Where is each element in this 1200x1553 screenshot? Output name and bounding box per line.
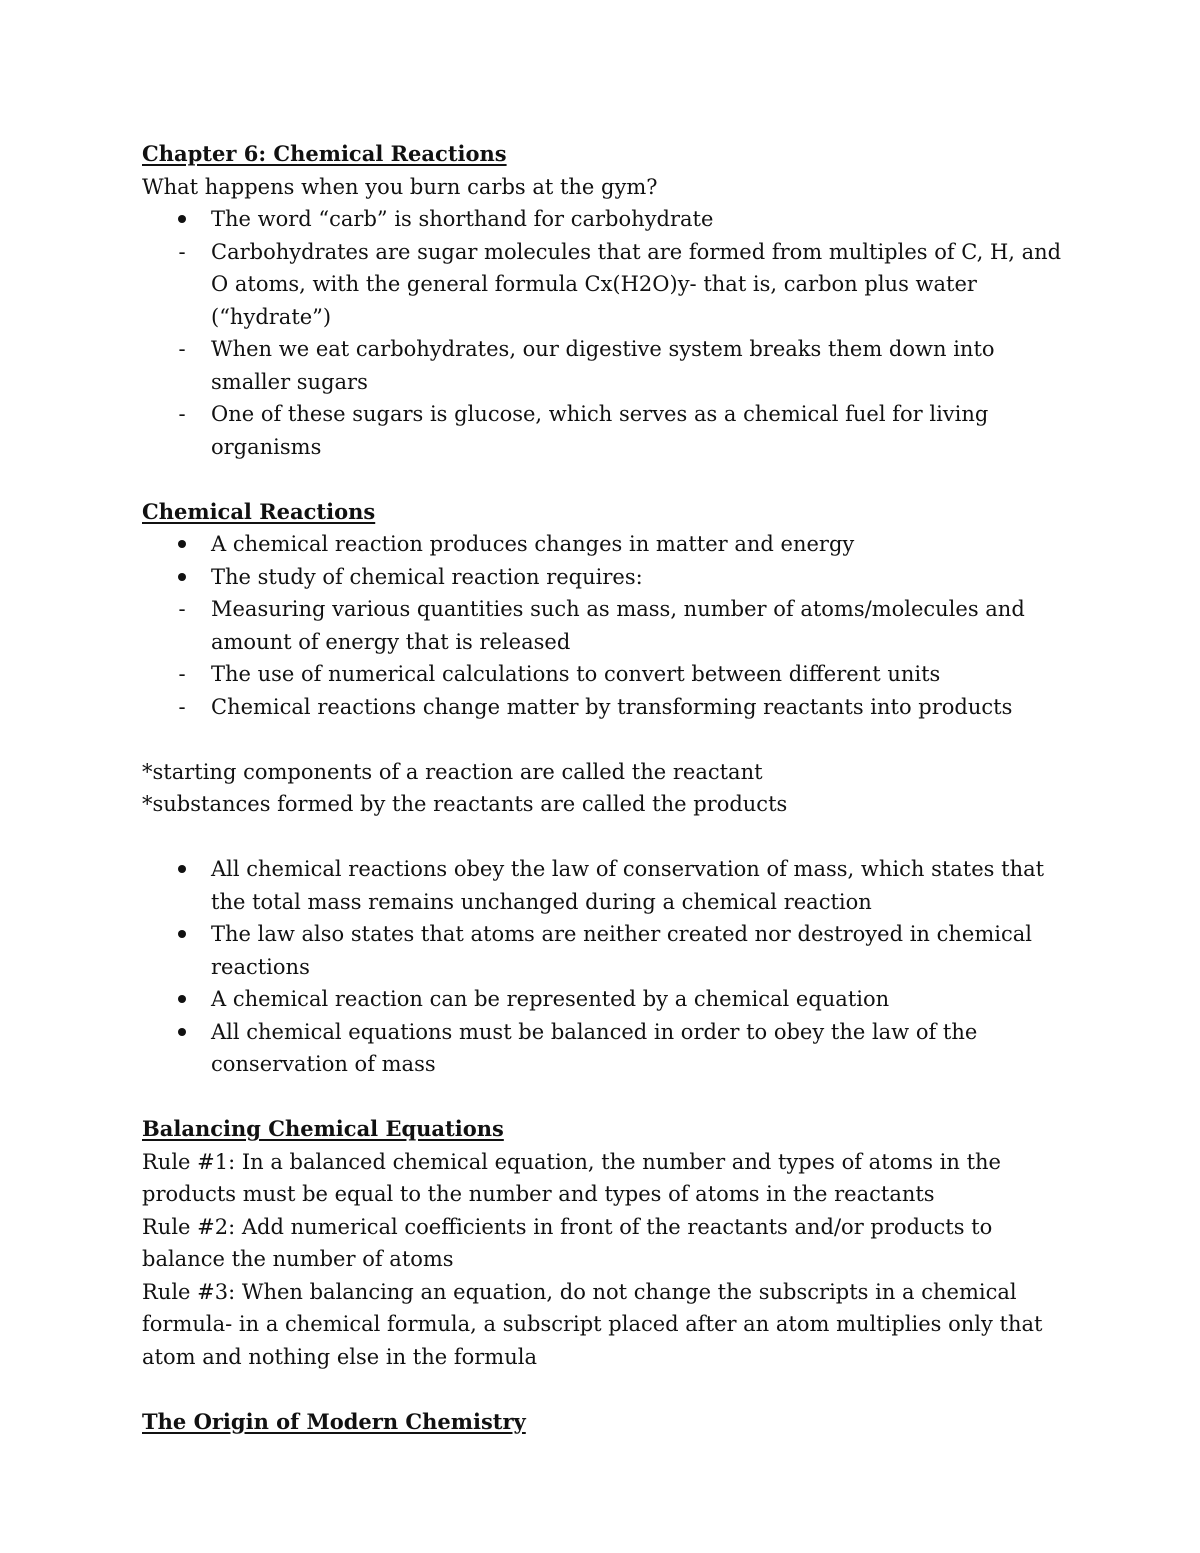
list-item (142, 528, 1072, 561)
dash-marker: - (178, 402, 186, 426)
list-item-text: When we eat carbohydrates, our digestive system breaks them down into smaller sugars (211, 337, 995, 394)
bullet-icon (172, 853, 192, 886)
rule-2: Rule #2: Add numerical coefficients in front of the reactants and/or products to balance the number of atoms (142, 1214, 993, 1271)
section-heading-balancing: Balancing Chemical Equations (142, 1116, 504, 1141)
list-item-text: Chemical reactions change matter by transforming reactants into products (211, 694, 1013, 719)
spacer (142, 723, 1072, 756)
conservation-list (142, 853, 1072, 1081)
list-item-text: All chemical reactions obey the law of conservation of mass, which states that the total mass remains unchanged during a chemical reaction (211, 857, 1045, 914)
list-item-text: A chemical reaction can be represented by a chemical equation (211, 987, 890, 1011)
dash-marker: - (178, 239, 186, 264)
list-item-text: The study of chemical reaction requires: (211, 564, 643, 589)
spacer (142, 821, 1072, 854)
list-item (142, 203, 1072, 236)
list-item-text: The word “carb” is shorthand for carbohydrate (211, 207, 714, 231)
rule-3: Rule #3: When balancing an equation, do not change the subscripts in a chemical formula- in a chemical formula, a subscript placed after an atom multiplies only that atom and nothing else in the formula (142, 1279, 1043, 1369)
list-item-text: A chemical reaction produces changes in matter and energy (211, 532, 855, 556)
section-heading-chemical-reactions: Chemical Reactions (142, 498, 376, 524)
list-item-text: Measuring various quantities such as mass, number of atoms/molecules and amount of energy that is released (211, 597, 1025, 654)
dash-marker: - (178, 337, 186, 361)
list-item (142, 236, 1072, 334)
list-item-text: Carbohydrates are sugar molecules that are formed from multiples of C, H, and O atoms, with the general formula Cx(H2O)y- that is, carbon plus water (“hydrate”) (211, 239, 1062, 329)
chapter-title: Chapter 6: Chemical Reactions (142, 141, 507, 166)
bullet-icon (172, 203, 192, 236)
bullet-icon (172, 528, 192, 561)
bullet-icon (172, 561, 192, 594)
list-item-text: The law also states that atoms are neither created nor destroyed in chemical reactions (211, 922, 1032, 979)
spacer (142, 1373, 1072, 1406)
spacer (142, 1081, 1072, 1114)
list-item-text: The use of numerical calculations to convert between different units (211, 662, 941, 686)
bullet-icon (172, 918, 192, 951)
reactions-list (142, 528, 1072, 723)
list-item (142, 398, 1072, 463)
dash-marker: - (178, 694, 186, 719)
list-item (142, 593, 1072, 658)
dash-marker: - (178, 662, 186, 686)
list-item (142, 691, 1072, 724)
list-item (142, 561, 1072, 594)
spacer (142, 463, 1072, 496)
list-item (142, 853, 1072, 918)
list-item (142, 658, 1072, 691)
carbs-list (142, 203, 1072, 463)
section-heading-origin: The Origin of Modern Chemistry (142, 1408, 526, 1434)
dash-marker: - (178, 597, 186, 621)
bullet-icon (172, 983, 192, 1016)
list-item-text: All chemical equations must be balanced in order to obey the law of the conservation of mass (211, 1019, 978, 1076)
list-item (142, 333, 1072, 398)
list-item (142, 983, 1072, 1016)
list-item (142, 918, 1072, 983)
rule-1: Rule #1: In a balanced chemical equation, the number and types of atoms in the products must be equal to the number and types of atoms in the reactants (142, 1149, 1001, 1206)
note-products: *substances formed by the reactants are called the products (142, 792, 788, 816)
list-item-text: One of these sugars is glucose, which serves as a chemical fuel for living organisms (211, 402, 989, 459)
list-item (142, 1016, 1072, 1081)
document-page (142, 138, 1072, 1438)
intro-question: What happens when you burn carbs at the gym? (142, 174, 658, 199)
bullet-icon (172, 1016, 192, 1049)
note-reactant: *starting components of a reaction are called the reactant (142, 759, 763, 784)
